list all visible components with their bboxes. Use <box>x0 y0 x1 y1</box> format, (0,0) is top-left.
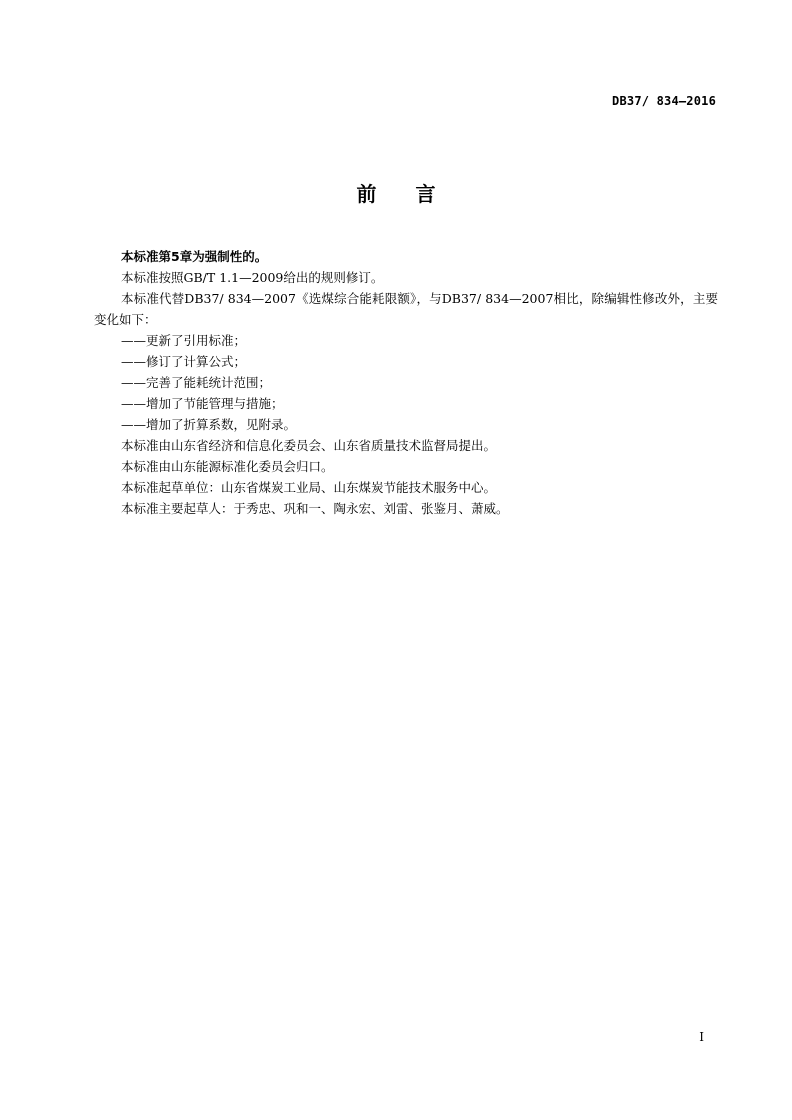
list-item-change: ——更新了引用标准； <box>121 333 247 348</box>
paragraph-replacement: 本标准代替DB37/ 834—2007《选煤综合能耗限额》，与DB37/ 834—2007相比，除编辑性修改外，主要变化如下： <box>94 291 718 327</box>
page-number: I <box>699 1030 704 1044</box>
paragraph-administrator: 本标准由山东能源标准化委员会归口。 <box>121 459 334 474</box>
paragraph-drafters: 本标准主要起草人：于秀忠、巩和一、陶永宏、刘雷、张鉴月、萧威。 <box>121 501 509 516</box>
list-item-change: ——增加了节能管理与措施； <box>121 396 284 411</box>
standard-code: DB37/ 834—2016 <box>612 94 716 108</box>
list-item-change: ——完善了能耗统计范围； <box>121 375 272 390</box>
list-item-change: ——增加了折算系数，见附录。 <box>121 417 297 432</box>
paragraph-proposer: 本标准由山东省经济和信息化委员会、山东省质量技术监督局提出。 <box>121 438 497 453</box>
paragraph-drafting-rules: 本标准按照GB/T 1.1—2009给出的规则修订。 <box>121 270 384 285</box>
list-item-change: ——修订了计算公式； <box>121 354 247 369</box>
page-title: 前 言 <box>356 182 452 206</box>
paragraph-mandatory-note: 本标准第5章为强制性的。 <box>121 249 268 264</box>
foreword-body <box>94 246 718 519</box>
paragraph-drafting-units: 本标准起草单位：山东省煤炭工业局、山东煤炭节能技术服务中心。 <box>121 480 497 495</box>
